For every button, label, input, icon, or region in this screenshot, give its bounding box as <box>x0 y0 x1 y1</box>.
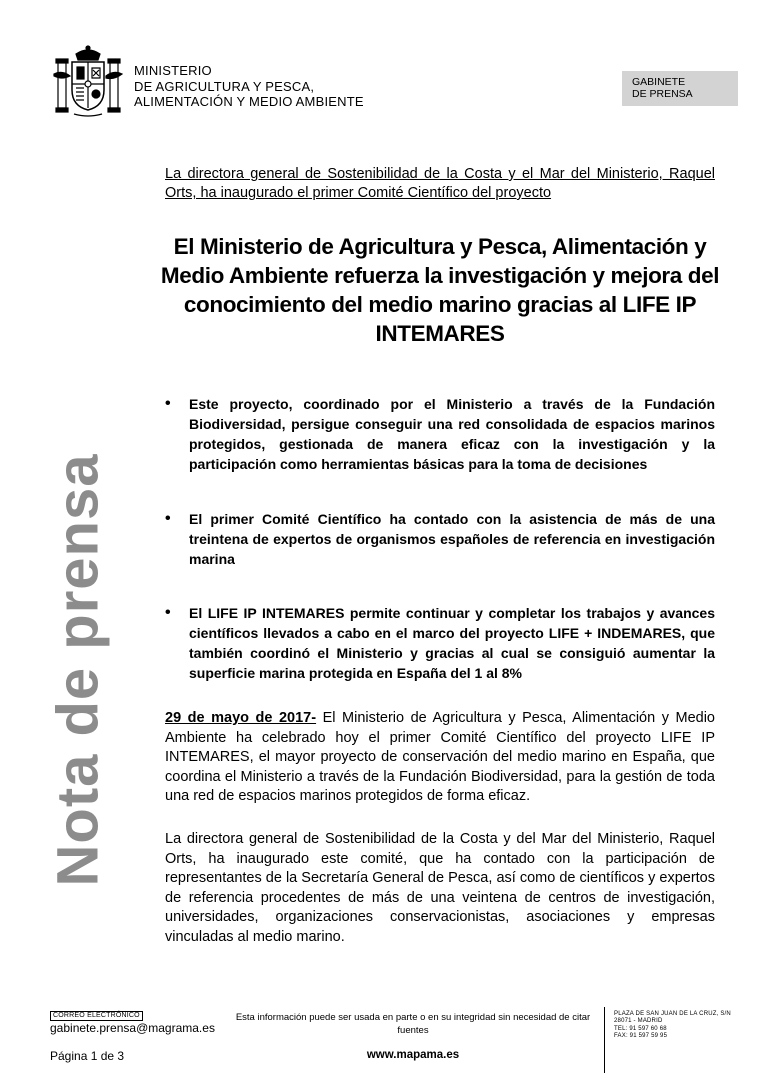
usage-note: Esta información puede ser usada en parte o en su integridad sin necesidad de citar fuentes <box>235 1012 591 1036</box>
bullet-icon: • <box>165 510 171 527</box>
bullet-text: El primer Comité Científico ha contado con la asistencia de más de una treintena de expertos de organismos españoles de referencia en investigación marina <box>189 511 715 567</box>
page-number: Página 1 de 3 <box>50 1049 125 1063</box>
headline: El Ministerio de Agricultura y Pesca, Alimentación y Medio Ambiente refuerza la investigación y mejora del conocimiento del medio marino gracias al LIFE IP INTEMARES <box>160 234 720 346</box>
body-paragraph <box>165 709 715 807</box>
coat-of-arms-logo <box>52 44 124 120</box>
ministry-line: DE AGRICULTURA Y PESCA, <box>134 78 315 94</box>
email-label: CORREO ELECTRÓNICO <box>50 1011 143 1021</box>
ministry-line: ALIMENTACIÓN Y MEDIO AMBIENTE <box>134 94 364 109</box>
highlight-bullet <box>165 603 715 683</box>
paragraph-text: El Ministerio de Agricultura y Pesca, Alimentación y Medio Ambiente ha celebrado hoy el primer Comité Científico del proyecto LIFE IP INTEMARES, el mayor proyecto de conservación del medio marino en España, que coordina el Ministerio a través de la Fundación Biodiversidad, para la gestión de toda una red de espacios marinos protegidos de forma eficaz. <box>165 710 715 805</box>
ministry-name <box>134 63 364 110</box>
address-line: TEL: 91 597 60 68 <box>614 1025 667 1032</box>
contact-email[interactable]: gabinete.prensa@magrama.es <box>50 1021 215 1035</box>
address-line: PLAZA DE SAN JUAN DE LA CRUZ, S/N <box>614 1011 731 1017</box>
body-paragraph: La directora general de Sostenibilidad de la Costa y del Mar del Ministerio, Raquel Orts, ha inaugurado este comité, que ha contado con la participación de representantes de la Secretaría General de Pesca, así como de científicos y expertos de referencia procedentes de más de una veintena de centros de investigación, universidades, organizaciones conservacionistas, asociaciones y empresas vinculadas al medio marino. <box>165 831 715 945</box>
bullet-text: El LIFE IP INTEMARES permite continuar y completar los trabajos y avances científicos llevados a cabo en el marco del proyecto LIFE + INDEMARES, que también coordinó el Ministerio y gracias al cual se consiguió aumentar la superficie marina protegida en España del 1 al 8% <box>189 605 715 681</box>
address-line: 28071 - MADRID <box>614 1018 663 1025</box>
bullet-icon: • <box>165 604 171 621</box>
bullet-text: Este proyecto, coordinado por el Ministerio a través de la Fundación Biodiversidad, persigue conseguir una red consolidada de espacios marinos protegidos, gestionada de manera eficaz con la investigación y la participación como herramientas básicas para la toma de decisiones <box>189 396 715 472</box>
address-line: FAX: 91 597 59 95 <box>614 1033 668 1040</box>
ministry-line: MINISTERIO <box>134 63 212 78</box>
press-office-line: DE PRENSA <box>632 87 693 100</box>
dateline: 29 de mayo de 2017- <box>165 710 317 726</box>
press-office-line: GABINETE <box>632 76 686 88</box>
footer-divider <box>604 1007 605 1073</box>
postal-address <box>614 1011 731 1041</box>
intro-subtitle: La directora general de Sostenibilidad de la Costa y el Mar del Ministerio, Raquel Orts, ha inaugurado el primer Comité Científico del proyecto <box>165 166 715 201</box>
highlight-bullet <box>165 509 715 569</box>
press-release-watermark: Nota de prensa <box>45 453 111 887</box>
highlight-bullet <box>165 394 715 474</box>
bullet-icon: • <box>165 395 171 412</box>
press-office-box <box>622 71 738 106</box>
website-link[interactable]: www.mapama.es <box>366 1049 460 1061</box>
